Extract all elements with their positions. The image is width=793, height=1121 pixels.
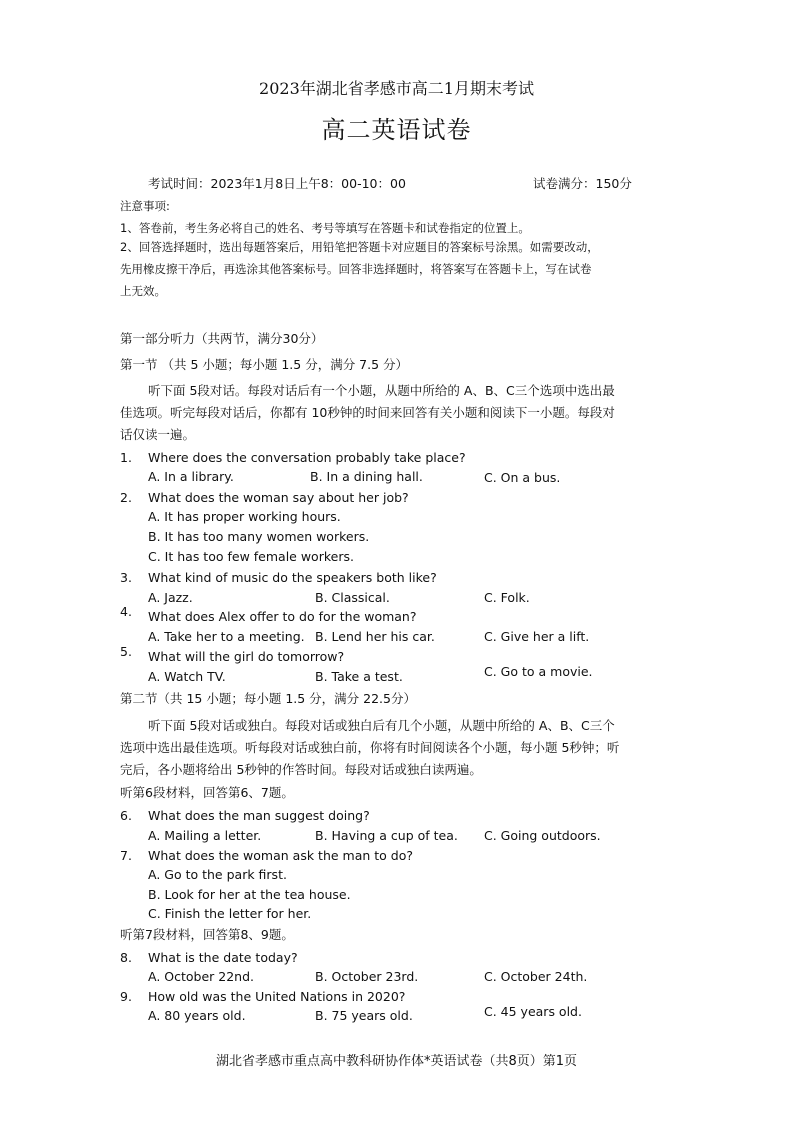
material-7-heading: 听第7段材料，回答第8、9题。 (120, 927, 294, 942)
option-a: A. In a library. (148, 469, 234, 484)
option-b: B. In a dining hall. (310, 469, 423, 484)
notes-heading: 注意事项: (120, 199, 170, 213)
notes-item-2-line-1: 2、回答选择题时，选出每题答案后，用铅笔把答题卡对应题目的答案标号涂黑。如需要改动， (120, 240, 599, 254)
question-text: How old was the United Nations in 2020? (148, 989, 406, 1004)
option-b: B. It has too many women workers. (148, 529, 370, 544)
part1-title: 第一部分听力（共两节，满分30分） (120, 331, 324, 346)
option-b: B. October 23rd. (315, 969, 419, 984)
option-c: C. On a bus. (484, 470, 561, 485)
option-a: A. Watch TV. (148, 669, 226, 684)
option-a: A. 80 years old. (148, 1008, 246, 1023)
question-text: What is the date today? (148, 950, 298, 965)
page-footer: 湖北省孝感市重点高中教科研协作体*英语试卷（共8页）第1页 (215, 1054, 578, 1069)
question-text: Where does the conversation probably take place? (148, 450, 466, 465)
option-b: B. Look for her at the tea house. (148, 887, 351, 902)
option-a: A. Jazz. (148, 590, 193, 605)
question-number: 9. (120, 989, 132, 1004)
option-c: C. Give her a lift. (484, 629, 590, 644)
option-c: C. 45 years old. (484, 1004, 582, 1019)
section2-instructions-line-2: 选项中选出最佳选项。听每段对话或独白前，你将有时间阅读各个小题，每小题 5秒钟；听 (120, 740, 620, 755)
section2-instructions-line-3: 完后，各小题将给出 5秒钟的作答时间。每段对话或独白读两遍。 (120, 762, 482, 777)
question-number: 8. (120, 950, 132, 965)
question-number: 6. (120, 808, 132, 823)
option-a: A. It has proper working hours. (148, 509, 341, 524)
section1-instructions-line-3: 话仅读一遍。 (120, 427, 196, 442)
option-b: B. Lend her his car. (315, 629, 435, 644)
question-number: 1. (120, 450, 132, 465)
exam-time: 考试时间：2023年1月8日上午8：00-10：00 (148, 176, 406, 191)
full-score: 试卷满分：150分 (533, 176, 632, 191)
notes-item-2-line-2: 先用橡皮擦干净后，再选涂其他答案标号。回答非选择题时，将答案写在答题卡上，写在试卷 (120, 262, 592, 276)
option-c: C. Going outdoors. (484, 828, 601, 843)
question-text: What kind of music do the speakers both like? (148, 570, 437, 585)
option-b: B. 75 years old. (315, 1008, 413, 1023)
question-text: What will the girl do tomorrow? (148, 649, 345, 664)
section1-title: 第一节 （共 5 小题；每小题 1.5 分，满分 7.5 分） (120, 357, 409, 372)
notes-item-2-line-3: 上无效。 (120, 284, 166, 298)
section1-instructions-line-1: 听下面 5段对话。每段对话后有一个小题，从题中所给的 A、B、C三个选项中选出最 (148, 383, 615, 398)
option-b: B. Take a test. (315, 669, 403, 684)
question-text: What does the woman say about her job? (148, 490, 409, 505)
section2-instructions-line-1: 听下面 5段对话或独白。每段对话或独白后有几个小题，从题中所给的 A、B、C三个 (148, 718, 615, 733)
option-c: C. Go to a movie. (484, 664, 593, 679)
option-a: A. Take her to a meeting. (148, 629, 305, 644)
question-number: 2. (120, 490, 132, 505)
question-number: 4. (120, 604, 132, 619)
option-b: B. Having a cup of tea. (315, 828, 458, 843)
material-6-heading: 听第6段材料，回答第6、7题。 (120, 785, 294, 800)
option-b: B. Classical. (315, 590, 390, 605)
section2-title: 第二节（共 15 小题；每小题 1.5 分，满分 22.5分） (120, 691, 416, 706)
question-text: What does the man suggest doing? (148, 808, 370, 823)
option-a: A. Mailing a letter. (148, 828, 262, 843)
question-number: 7. (120, 848, 132, 863)
paper-title: 高二英语试卷 (321, 116, 472, 144)
option-a: A. Go to the park first. (148, 867, 287, 882)
section1-instructions-line-2: 佳选项。听完每段对话后，你都有 10秒钟的时间来回答有关小题和阅读下一小题。每段对 (120, 405, 615, 420)
question-number: 5. (120, 644, 132, 659)
option-c: C. Finish the letter for her. (148, 906, 312, 921)
question-number: 3. (120, 570, 132, 585)
option-c: C. October 24th. (484, 969, 588, 984)
option-c: C. It has too few female workers. (148, 549, 354, 564)
question-text: What does Alex offer to do for the woman? (148, 609, 417, 624)
exam-title: 2023年湖北省孝感市高二1月期末考试 (259, 79, 534, 98)
question-text: What does the woman ask the man to do? (148, 848, 414, 863)
notes-item-1: 1、答卷前，考生务必将自己的姓名、考号等填写在答题卡和试卷指定的位置上。 (120, 221, 530, 235)
option-a: A. October 22nd. (148, 969, 255, 984)
option-c: C. Folk. (484, 590, 530, 605)
